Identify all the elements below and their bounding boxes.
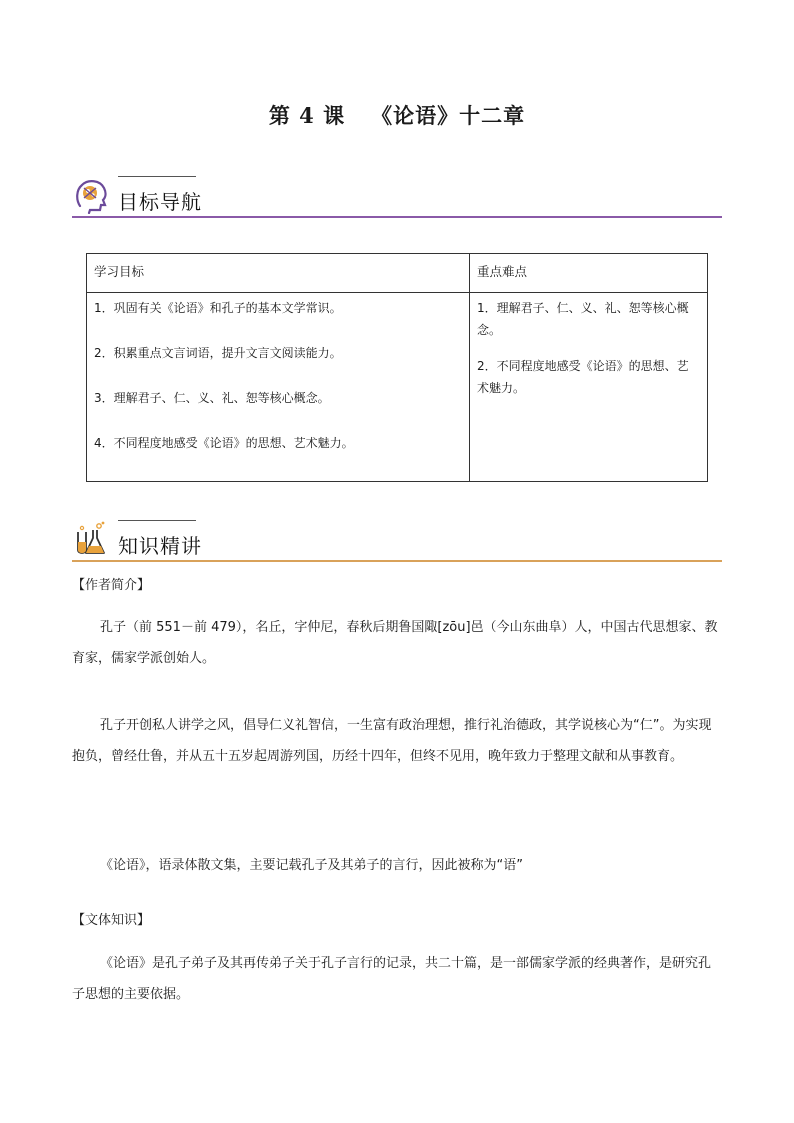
lesson-title: 《论语》十二章 [371,103,526,128]
table-header-row [87,254,708,293]
author-paragraph-1: 孔子（前 551－前 479），名丘，字仲尼，春秋后期鲁国陬[zōu]邑（今山东曲阜）人，中国古代思想家、教育家，儒家学派创始人。 [72,620,718,666]
list-item: 1．理解君子、仁、义、礼、恕等核心概念。 [477,301,689,337]
author-paragraph-2: 孔子开创私人讲学之风，倡导仁义礼智信，一生富有政治理想，推行礼治德政，其学说核心为“仁”。为实现抱负，曾经仕鲁，并从五十五岁起周游列国，历经十四年，但终不见用，晚年致力于整理文献和从事教育。 [72,718,712,764]
section-title-knowledge: 知识精讲 [118,534,202,558]
list-item: 2．积累重点文言词语，提升文言文阅读能力。 [94,346,342,360]
section-divider [72,560,722,562]
list-item: 2．不同程度地感受《论语》的思想、艺术魅力。 [477,359,689,395]
section-title-goals: 目标导航 [118,190,202,214]
header-learning-goals: 学习目标 [87,254,470,293]
author-heading: 【作者简介】 [72,578,151,593]
section-header-goals [72,176,722,218]
lab-flask-icon [72,520,110,558]
list-item: 3．理解君子、仁、义、礼、恕等核心概念。 [94,391,330,405]
learning-goals-cell [87,293,470,482]
genre-paragraph-1: 《论语》是孔子弟子及其再传弟子关于孔子言行的记录，共二十篇，是一部儒家学派的经典著作，是研究孔子思想的主要依据。 [72,956,712,1002]
author-paragraph-3: 《论语》，语录体散文集，主要记载孔子及其弟子的言行，因此被称为“语” [100,858,523,873]
lesson-number: 第 4 课 [268,103,346,128]
section-header-knowledge [72,520,722,562]
brain-head-icon [72,176,110,214]
list-item: 4．不同程度地感受《论语》的思想、艺术魅力。 [94,436,354,450]
goals-table [86,253,708,482]
page-title [0,100,794,130]
key-points-cell [470,293,708,482]
section-divider [72,216,722,218]
header-accent-line [118,520,196,521]
header-key-points: 重点难点 [470,254,708,293]
table-row [87,293,708,482]
list-item: 1．巩固有关《论语》和孔子的基本文学常识。 [94,301,342,315]
header-accent-line [118,176,196,177]
genre-heading: 【文体知识】 [72,913,151,928]
